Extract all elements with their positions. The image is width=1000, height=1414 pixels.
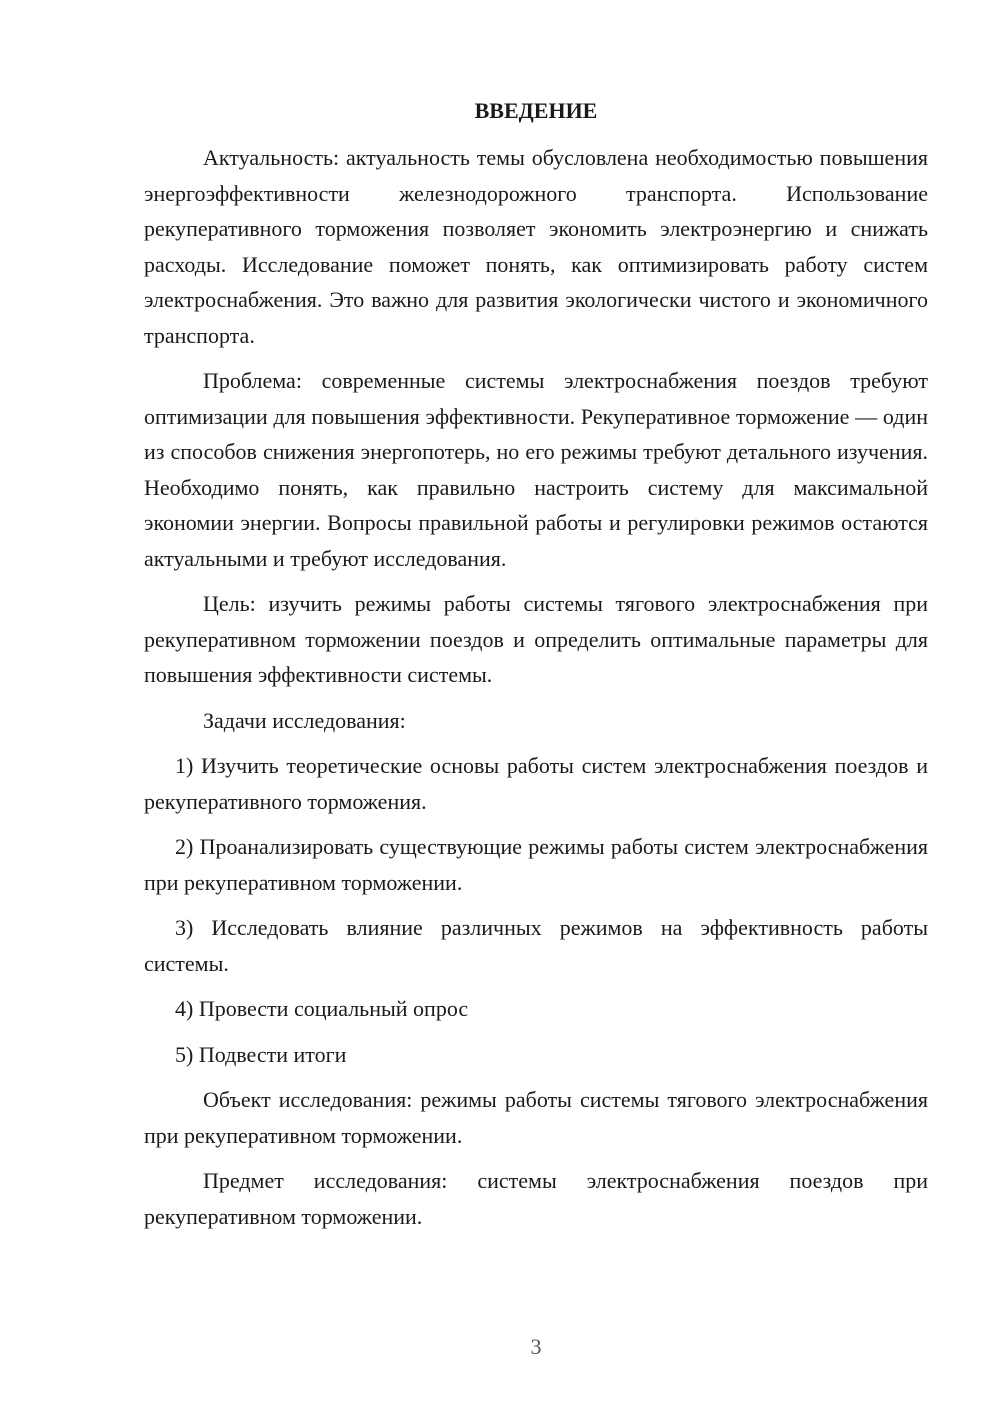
relevance-paragraph: Актуальность: актуальность темы обусловлена необходимостью повышения энергоэффективности железнодорожного транспорта. Использование рекуперативного торможения позволяет экономить электроэнергию и снижать расходы. Исследование поможет понять, как оптимизировать работу систем электроснабжения. Это важно для развития экологически чистого и экономичного транспорта. — [144, 145, 928, 348]
task-item: 2) Проанализировать существующие режимы работы систем электроснабжения при рекуперативном торможении. — [144, 834, 928, 895]
problem-paragraph: Проблема: современные системы электроснабжения поездов требуют оптимизации для повышения эффективности. Рекуперативное торможение — один из способов снижения энергопотерь, но его режимы требуют детального изучения. Необходимо понять, как правильно настроить систему для максимальной экономии энергии. Вопросы правильной работы и регулировки режимов остаются актуальными и требуют исследования. — [144, 368, 928, 571]
section-title: ВВЕДЕНИЕ — [474, 98, 598, 123]
task-item: 3) Исследовать влияние различных режимов на эффективность работы системы. — [144, 915, 928, 976]
task-item: 4) Провести социальный опрос — [175, 996, 469, 1021]
page-number: 3 — [530, 1334, 542, 1359]
tasks-heading: Задачи исследования: — [203, 707, 406, 733]
task-item: 5) Подвести итоги — [175, 1041, 347, 1067]
goal-paragraph: Цель: изучить режимы работы системы тягового электроснабжения при рекуперативном торможении поездов и определить оптимальные параметры для повышения эффективности системы. — [144, 591, 928, 687]
document-page — [144, 96, 928, 1244]
subject-paragraph: Предмет исследования: системы электроснабжения поездов при рекуперативном торможении. — [144, 1168, 928, 1229]
task-item: 1) Изучить теоретические основы работы систем электроснабжения поездов и рекуперативного торможения. — [144, 753, 928, 814]
object-paragraph: Объект исследования: режимы работы системы тягового электроснабжения при рекуперативном торможении. — [144, 1087, 928, 1148]
